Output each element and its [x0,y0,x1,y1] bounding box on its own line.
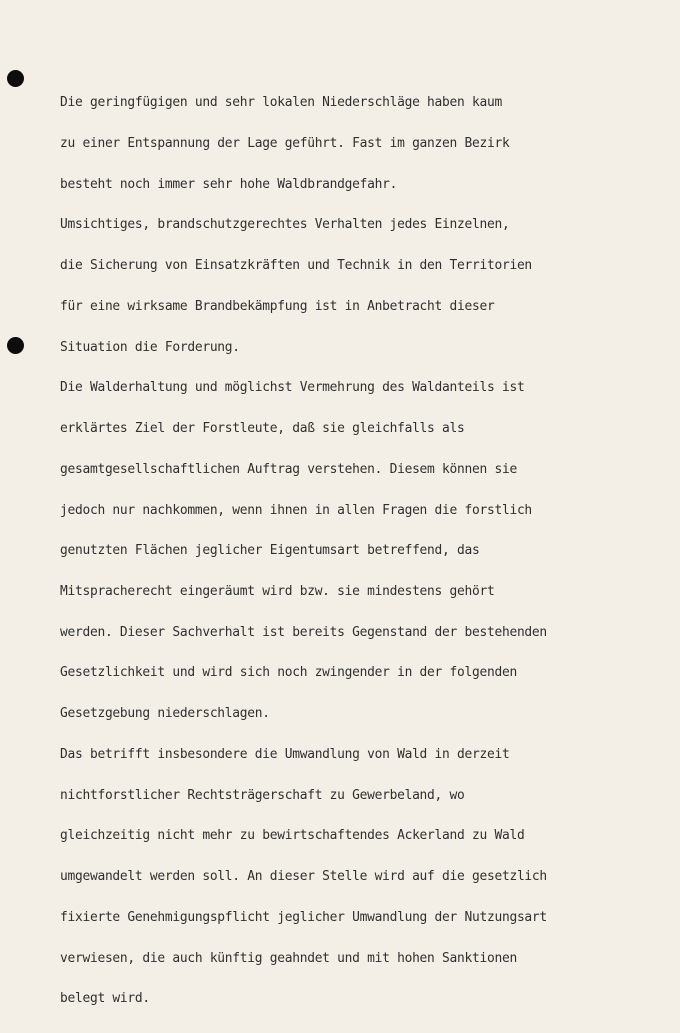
punch-hole-top [7,70,24,87]
punch-hole-bottom [7,337,24,354]
text-line: Mitspracherecht eingeräumt wird bzw. sie mindestens gehört [60,583,495,599]
text-line: Das betrifft insbesondere die Umwandlung von Wald in derzeit [60,746,510,762]
text-line: besteht noch immer sehr hohe Waldbrandgefahr. [60,176,398,192]
text-line: fixierte Genehmigungspflicht jeglicher Umwandlung der Nutzungsart [60,909,547,925]
text-line: Situation die Forderung. [60,339,240,355]
text-line: Die Walderhaltung und möglichst Vermehrung des Waldanteils ist [60,380,525,396]
text-line: zu einer Entspannung der Lage geführt. Fast im ganzen Bezirk [60,135,510,151]
text-line: gesamtgesellschaftlichen Auftrag verstehen. Diesem können sie [60,461,517,477]
text-line: genutzten Flächen jeglicher Eigentumsart betreffend, das [60,543,480,559]
text-line: für eine wirksame Brandbekämpfung ist in Anbetracht dieser [60,298,495,314]
text-line: Gesetzlichkeit und wird sich noch zwingender in der folgenden [60,665,517,681]
text-line: verwiesen, die auch künftig geahndet und mit hohen Sanktionen [60,950,517,966]
text-line: erklärtes Ziel der Forstleute, daß sie gleichfalls als [60,421,465,437]
text-line: Umsichtiges, brandschutzgerechtes Verhalten jedes Einzelnen, [60,217,510,233]
text-line: Gesetzgebung niederschlagen. [60,706,270,722]
text-line: belegt wird. [60,991,150,1007]
text-line: nichtforstlicher Rechtsträgerschaft zu Gewerbeland, wo [60,787,465,803]
text-line: umgewandelt werden soll. An dieser Stelle wird auf die gesetzlich [60,869,547,885]
text-line: Die geringfügigen und sehr lokalen Niederschläge haben kaum [60,95,502,111]
typed-text-block [60,69,680,1033]
text-line: werden. Dieser Sachverhalt ist bereits Gegenstand der bestehenden [60,624,547,640]
text-line: die Sicherung von Einsatzkräften und Technik in den Territorien [60,258,532,274]
text-line: gleichzeitig nicht mehr zu bewirtschaftendes Ackerland zu Wald [60,828,525,844]
text-line: jedoch nur nachkommen, wenn ihnen in allen Fragen die forstlich [60,502,532,518]
